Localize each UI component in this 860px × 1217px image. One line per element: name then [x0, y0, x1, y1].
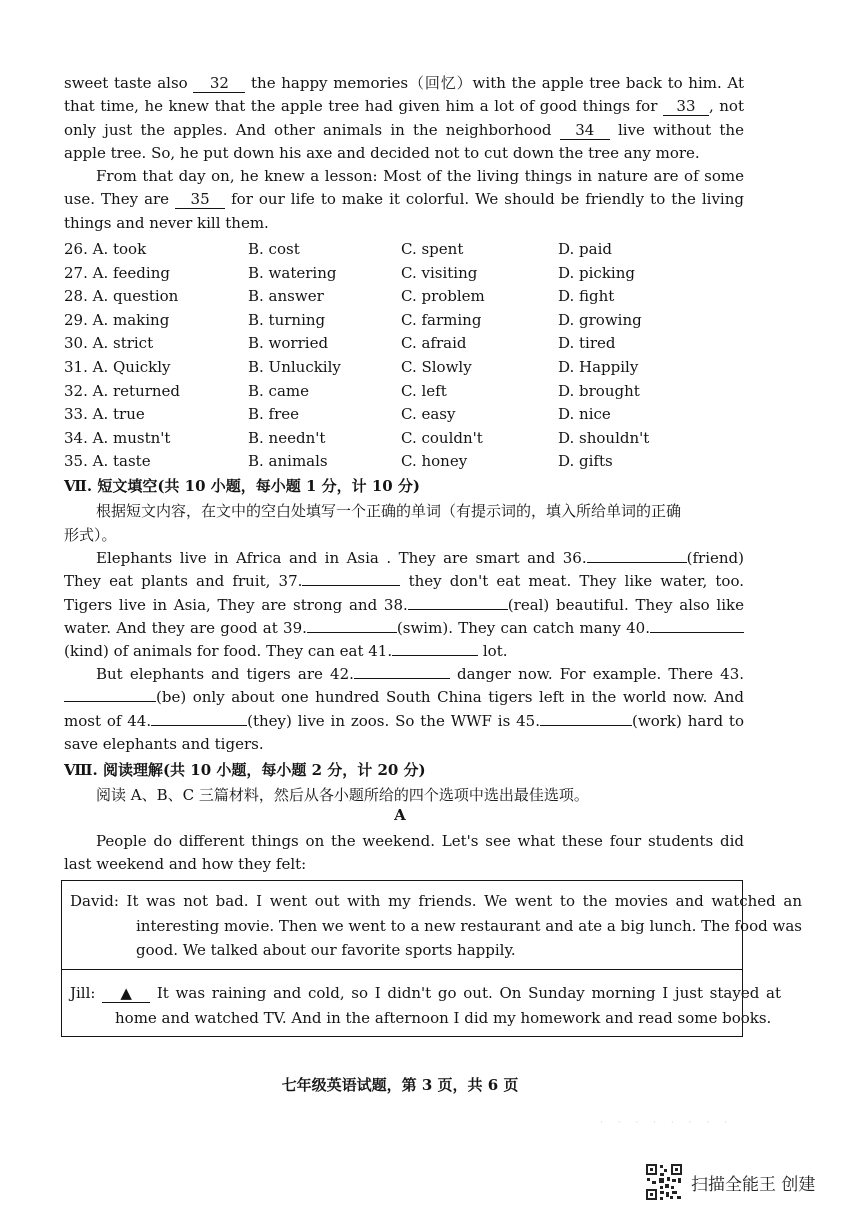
passage-paragraph-2: From that day on, he knew a lesson: Most of the living things in nature are of some use. They are 35 for our life to make it colorful. We should be friendly to the living things and never kill them. [64, 167, 744, 232]
hint-45: (work) [632, 711, 682, 730]
option-a[interactable]: 30. A. strict [64, 334, 154, 353]
option-b[interactable]: B. came [248, 381, 310, 400]
option-d[interactable]: D. gifts [558, 452, 613, 471]
hint-38: (real) [507, 595, 550, 614]
option-d[interactable]: D. nice [558, 405, 611, 424]
section-8-instruction: 阅读 A、B、C 三篇材料，然后从各小题所给的四个选项中选出最佳选项。 [96, 786, 589, 804]
qr-code-icon [645, 1163, 683, 1201]
blank-32[interactable]: 32 [193, 75, 245, 93]
section-7-instruction-cont: 形式）。 [64, 526, 117, 544]
blank-33[interactable]: 33 [663, 98, 709, 116]
option-d[interactable]: D. fight [558, 287, 615, 306]
passage-paragraph-1: sweet taste also 32 the happy memories（回忆）with the apple tree back to him. At that time, he knew that the apple tree had given him a lot of good things for 33 , not only just the apples. And other animals in the neighborhood 34 live without the apple tree. So, he put down his axe and decided not to cut down the tree any more. [64, 74, 745, 162]
blank-42[interactable] [354, 678, 450, 679]
option-c[interactable]: C. problem [401, 287, 485, 306]
reading-intro: People do different things on the weekend. Let's see what these four students did last weekend and how they felt: [64, 832, 744, 874]
option-c[interactable]: C. spent [401, 240, 464, 258]
option-b[interactable]: B. Unluckily [248, 357, 341, 376]
option-b[interactable]: B. answer [248, 287, 324, 306]
passage-letter: A [394, 806, 406, 824]
option-d[interactable]: D. shouldn't [558, 428, 650, 447]
option-row [64, 262, 764, 286]
option-row [64, 380, 764, 404]
cloze-paragraph-1: Elephants live in Africa and in Asia . They are smart and 36. (friend) They eat plants and fruit, 37. they don't eat meat. They like water, too. Tigers live in Asia, They are strong and 38. (real) beautiful. They also like water. And they are good at 39. (swim). They can catch many 40.(kind) of animals for food. They can eat 41. lot. [64, 549, 744, 661]
option-row [64, 332, 764, 356]
option-a[interactable]: 34. A. mustn't [64, 428, 171, 447]
option-d[interactable]: D. tired [558, 334, 616, 353]
option-c[interactable]: C. afraid [401, 334, 467, 353]
table-divider [62, 969, 742, 970]
option-b[interactable]: B. free [248, 405, 300, 424]
option-c[interactable]: C. visiting [401, 263, 478, 282]
david-label: David: [70, 892, 127, 910]
page-footer: 七年级英语试题，第 3 页，共 6 页 [281, 1076, 519, 1094]
jill-label: Jill: [70, 984, 103, 1002]
blank-38[interactable] [408, 609, 508, 610]
option-b[interactable]: B. worried [248, 334, 329, 353]
options-grid [64, 238, 764, 474]
blank-39[interactable] [307, 632, 397, 633]
option-b[interactable]: B. watering [248, 263, 337, 282]
option-d[interactable]: D. brought [558, 381, 640, 400]
option-d[interactable]: D. picking [558, 263, 635, 282]
hint-36: (friend) [686, 549, 744, 567]
blank-37[interactable] [302, 585, 400, 586]
option-c[interactable]: C. honey [401, 452, 468, 471]
option-c[interactable]: C. couldn't [401, 428, 483, 447]
hint-44: (they) [247, 711, 292, 730]
blank-34[interactable]: 34 [560, 122, 610, 140]
option-b[interactable]: B. needn't [248, 428, 326, 447]
option-a[interactable]: 28. A. question [64, 287, 179, 306]
option-a[interactable]: 35. A. taste [64, 452, 151, 471]
option-a[interactable]: 32. A. returned [64, 381, 181, 400]
option-d[interactable]: D. paid [558, 240, 612, 258]
blank-45[interactable] [540, 725, 632, 726]
blank-40[interactable] [650, 632, 744, 633]
blank-44[interactable] [151, 725, 247, 726]
option-a[interactable]: 27. A. feeding [64, 263, 170, 282]
option-b[interactable]: B. animals [248, 452, 328, 471]
option-row [64, 427, 764, 451]
section-7-heading: Ⅶ. 短文填空(共 10 小题，每小题 1 分，计 10 分) [64, 477, 421, 495]
blank-41[interactable] [392, 655, 478, 656]
option-c[interactable]: C. farming [401, 310, 482, 329]
option-c[interactable]: C. left [401, 381, 447, 400]
option-b[interactable]: B. turning [248, 310, 326, 329]
option-row [64, 309, 764, 333]
option-a[interactable]: 29. A. making [64, 310, 170, 329]
hint-40: (kind) [64, 642, 109, 661]
watermark-text: 扫描全能王 创建 [691, 1174, 816, 1195]
option-row [64, 356, 764, 380]
hint-39: (swim) [396, 618, 449, 637]
option-row [64, 450, 764, 474]
jill-entry: Jill: ▲ It was raining and cold, so I didn't go out. On Sunday morning I just stayed at home and watched TV. And in the afternoon I did my homework and read some books. [70, 984, 781, 1027]
option-a[interactable]: 26. A. took [64, 240, 147, 258]
option-row [64, 403, 764, 427]
section-8-heading: Ⅷ. 阅读理解(共 10 小题，每小题 2 分，计 20 分) [64, 761, 426, 779]
section-7-instruction: 根据短文内容，在文中的空白处填写一个正确的单词（有提示词的，填入所给单词的正确 [96, 502, 682, 520]
option-a[interactable]: 33. A. true [64, 405, 145, 424]
hint-43: (be) [156, 688, 187, 707]
option-c[interactable]: C. easy [401, 405, 456, 424]
scan-noise: · · · · · · · · [600, 1118, 733, 1128]
jill-blank[interactable] [102, 985, 150, 1003]
option-d[interactable]: D. growing [558, 310, 642, 329]
blank-36[interactable] [587, 562, 687, 563]
option-d[interactable]: D. Happily [558, 357, 639, 376]
student-table [61, 880, 803, 1037]
option-c[interactable]: C. Slowly [401, 357, 472, 376]
option-row [64, 285, 764, 309]
option-a[interactable]: 31. A. Quickly [64, 357, 171, 376]
option-row [64, 238, 764, 262]
cloze-paragraph-2: But elephants and tigers are 42. danger now. For example. There 43.(be) only about one hundred South China tigers left in the world now. And most of 44. (they) live in zoos. So the WWF is 45. (work) hard to save elephants and tigers. [64, 665, 745, 753]
scanner-watermark [645, 1162, 815, 1202]
blank-43[interactable] [64, 701, 156, 702]
blank-35[interactable]: 35 [175, 191, 225, 209]
triangle-marker-icon: ▲ [120, 984, 132, 1002]
option-b[interactable]: B. cost [248, 240, 300, 258]
david-entry: David: It was not bad. I went out with my friends. We went to the movies and watched an interesting movie. Then we went to a new restaurant and ate a big lunch. The food was good. We talked about our favorite sports happily. [70, 892, 803, 959]
